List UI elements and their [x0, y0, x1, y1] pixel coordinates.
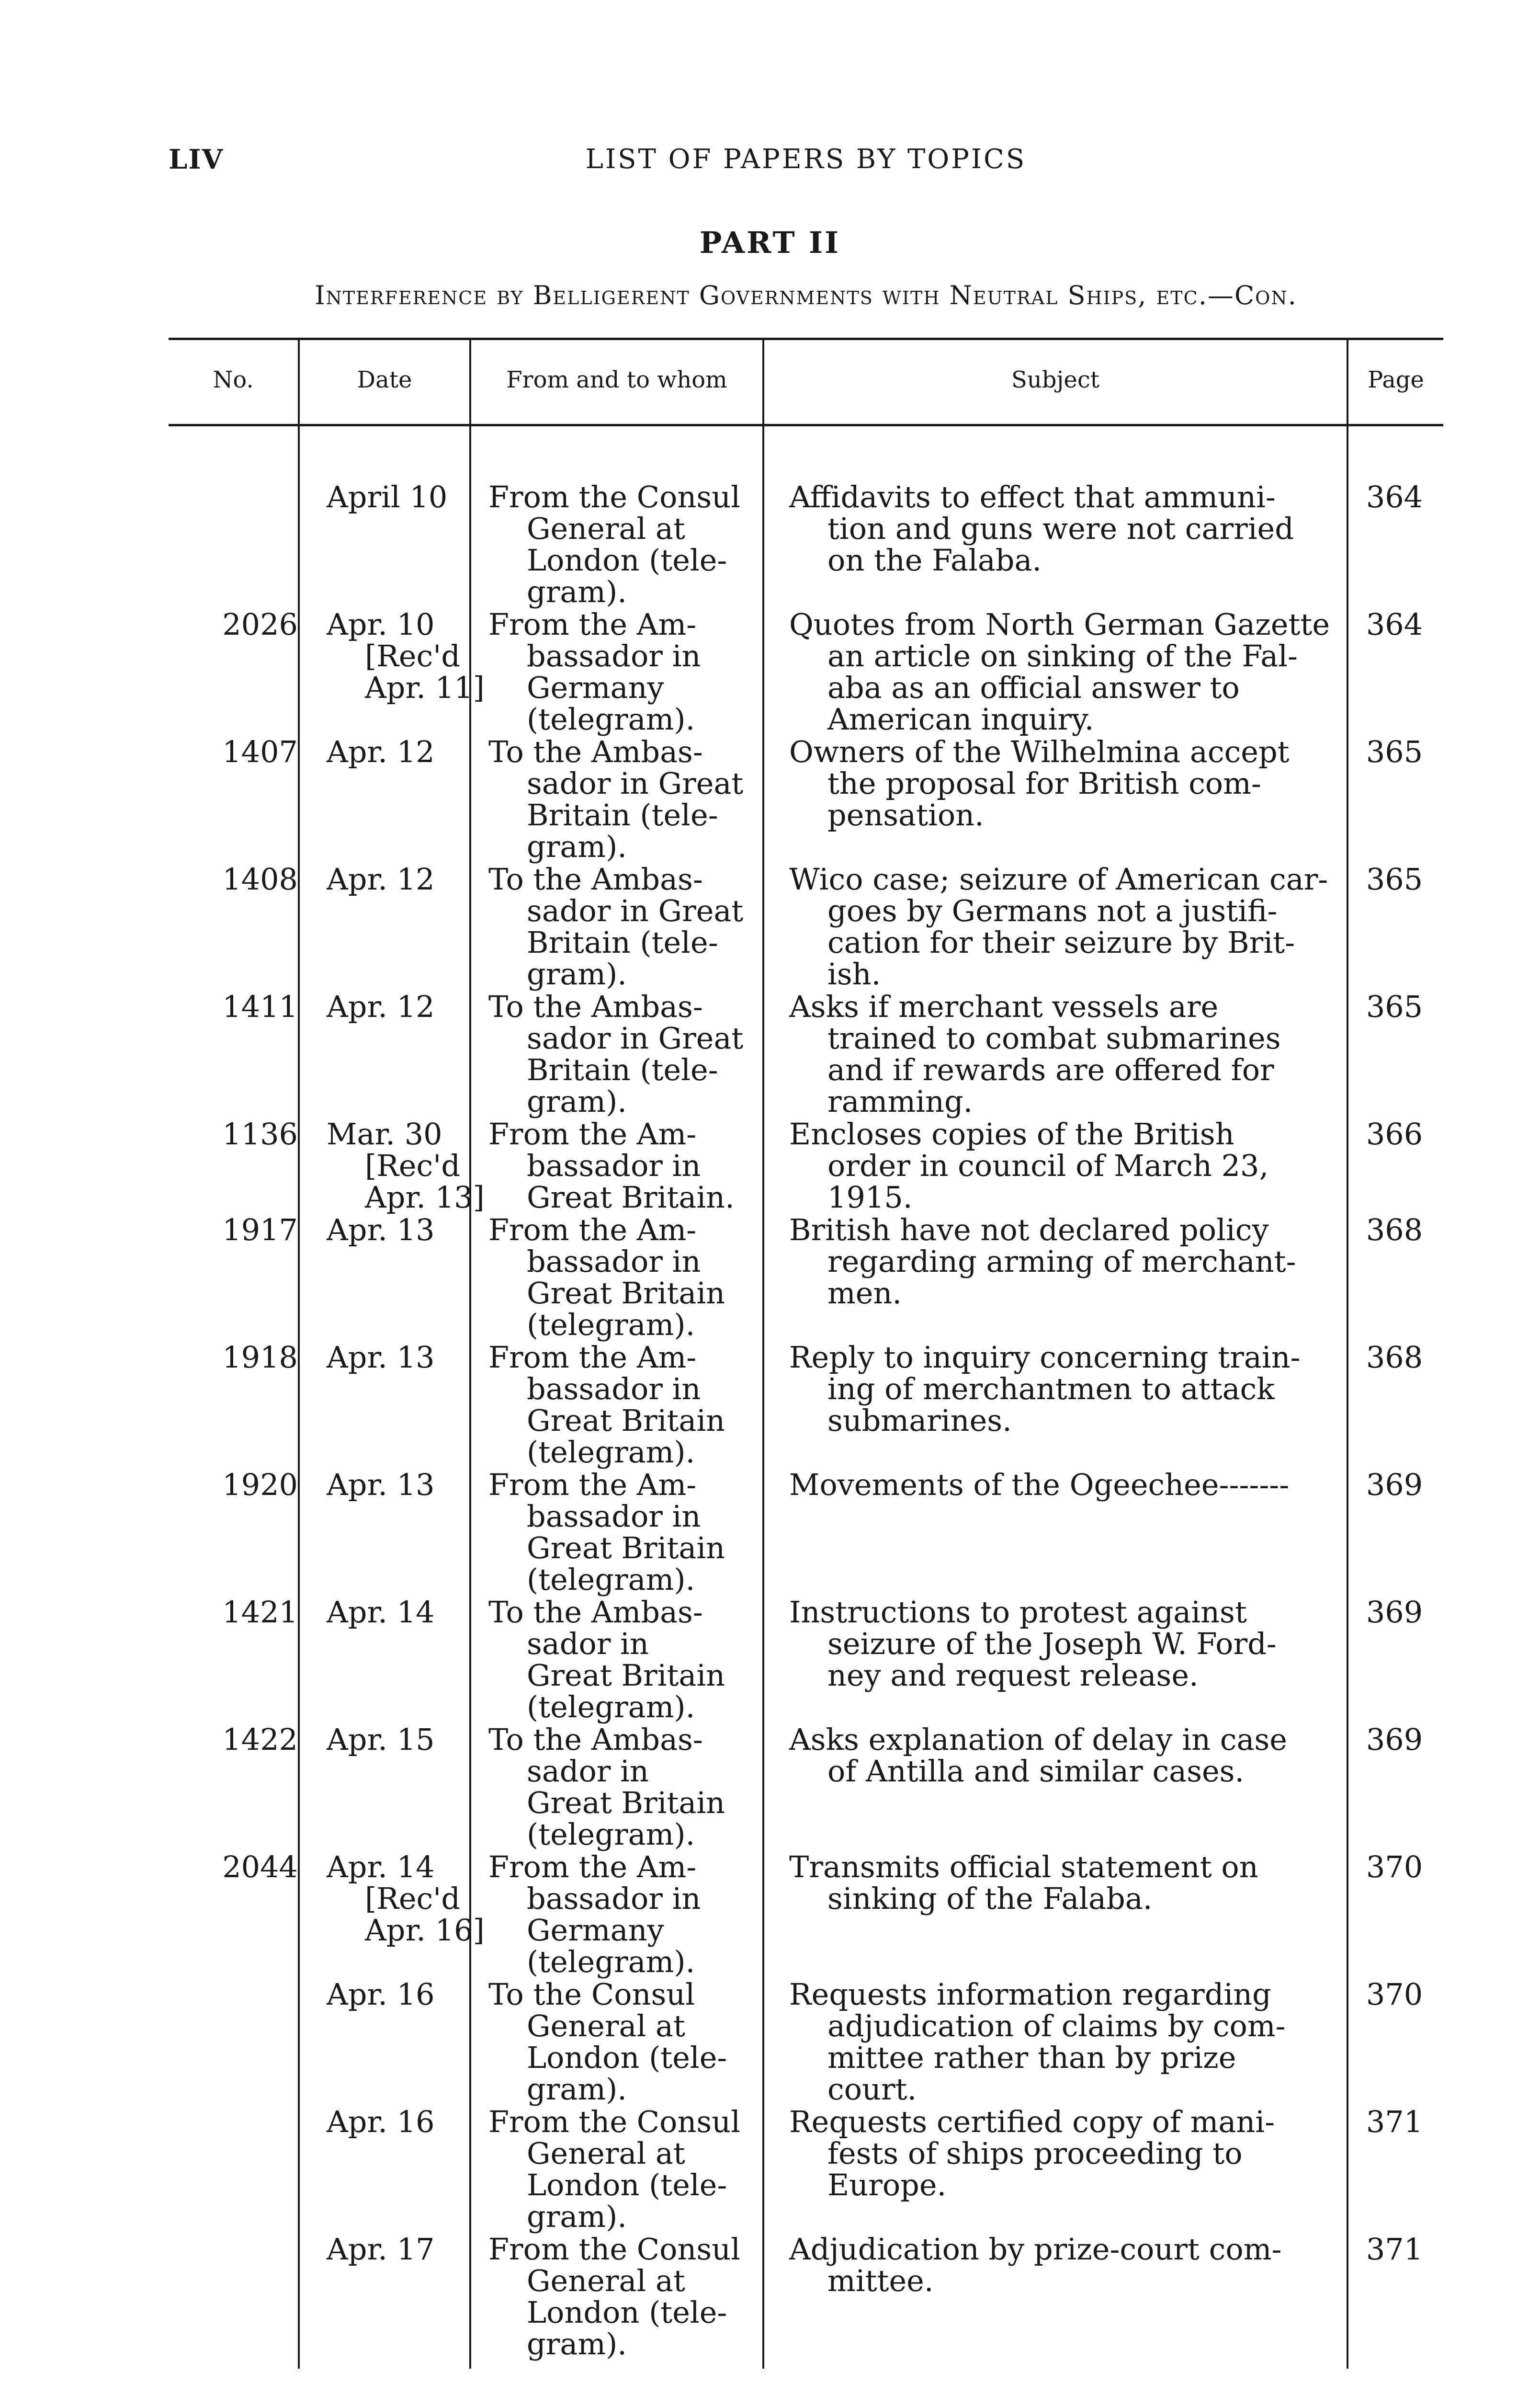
from-to-whom-line: (telegram). — [527, 1689, 695, 1724]
paper-number: 1422 — [222, 1722, 298, 1757]
date-line: Apr. 13 — [327, 1340, 435, 1375]
subject-line: and if rewards are offered for — [827, 1052, 1274, 1087]
from-to-whom-line: (telegram). — [527, 1307, 695, 1342]
subject-line: Owners of the Wilhelmina accept — [789, 734, 1290, 769]
date-line: Apr. 11] — [365, 670, 485, 705]
date-line: Apr. 13 — [327, 1212, 435, 1247]
from-to-whom-line: Germany — [527, 670, 664, 705]
table-header-rule — [169, 424, 1443, 426]
from-to-whom-line: London (tele- — [527, 2295, 727, 2330]
date-line: [Rec'd — [365, 1881, 461, 1916]
part-title: PART II — [699, 225, 841, 260]
from-to-whom-line: From the Am- — [488, 1340, 697, 1375]
from-to-whom-line: gram). — [527, 2072, 627, 2107]
subject-line: order in council of March 23, — [827, 1148, 1269, 1183]
from-to-whom-line: Great Britain — [527, 1403, 725, 1438]
page-ref: 364 — [1366, 479, 1423, 514]
date-line: [Rec'd — [365, 1148, 461, 1183]
page-ref: 368 — [1366, 1340, 1423, 1375]
subject-line: ing of merchantmen to attack — [827, 1371, 1275, 1406]
subject-line: submarines. — [827, 1403, 1012, 1438]
paper-number: 1917 — [222, 1212, 298, 1247]
from-to-whom-line: gram). — [527, 829, 627, 864]
from-to-whom-line: gram). — [527, 574, 627, 609]
subject-line: trained to combat submarines — [827, 1021, 1281, 1056]
from-to-whom-line: Great Britain — [527, 1785, 725, 1820]
date-line: Apr. 15 — [327, 1722, 435, 1757]
subject-line: Wico case; seizure of American car- — [789, 862, 1328, 897]
date-line: Apr. 13] — [365, 1180, 485, 1215]
from-to-whom-line: From the Am- — [488, 1117, 697, 1152]
subject-line: court. — [827, 2072, 917, 2107]
subject-line: regarding arming of merchant- — [827, 1244, 1296, 1279]
from-to-whom-line: London (tele- — [527, 2040, 727, 2075]
from-to-whom-line: (telegram). — [527, 702, 695, 737]
page-header — [169, 144, 1443, 182]
paper-number: 2026 — [222, 607, 298, 642]
page-ref: 365 — [1366, 862, 1423, 897]
from-to-whom-line: gram). — [527, 2327, 627, 2361]
section-title: Interference by Belligerent Governments with Neutral Ships, etc.—Con. — [315, 280, 1297, 310]
from-to-whom-line: London (tele- — [527, 2167, 727, 2202]
subject-line: Instructions to protest against — [789, 1595, 1247, 1630]
subject-line: Affidavits to effect that ammuni- — [789, 479, 1276, 514]
from-to-whom-line: bassador in — [527, 1148, 701, 1183]
subject-line: British have not declared policy — [789, 1212, 1269, 1247]
from-to-whom-line: (telegram). — [527, 1435, 695, 1470]
from-to-whom-line: To the Ambas- — [488, 1595, 703, 1630]
column-divider — [298, 338, 300, 2369]
subject-line: Movements of the Ogeechee------- — [789, 1467, 1290, 1502]
date-line: Apr. 14 — [327, 1595, 435, 1630]
date-line: Mar. 30 — [327, 1117, 442, 1152]
header-page: Page — [1368, 366, 1424, 393]
paper-number: 1408 — [222, 862, 298, 897]
date-line: April 10 — [327, 479, 448, 514]
subject-line: seizure of the Joseph W. Ford- — [827, 1626, 1277, 1661]
from-to-whom-line: sador in Great — [527, 766, 744, 801]
from-to-whom-line: Great Britain — [527, 1658, 725, 1693]
subject-line: sinking of the Falaba. — [827, 1881, 1153, 1916]
subject-line: an article on sinking of the Fal- — [827, 639, 1298, 673]
from-to-whom-line: bassador in — [527, 1499, 701, 1534]
page-ref: 364 — [1366, 607, 1423, 642]
from-to-whom-line: (telegram). — [527, 1562, 695, 1597]
date-line: Apr. 16 — [327, 2104, 435, 2139]
from-to-whom-line: sador in — [527, 1626, 649, 1661]
from-to-whom-line: To the Consul — [488, 1977, 695, 2012]
from-to-whom-line: From the Am- — [488, 1212, 697, 1247]
page-number-roman: LIV — [169, 144, 224, 175]
from-to-whom-line: gram). — [527, 957, 627, 992]
from-to-whom-line: To the Ambas- — [488, 734, 703, 769]
paper-number: 1421 — [222, 1595, 298, 1630]
from-to-whom-line: Great Britain — [527, 1530, 725, 1565]
from-to-whom-line: General at — [527, 2263, 685, 2298]
from-to-whom-line: bassador in — [527, 1881, 701, 1916]
header-from: From and to whom — [506, 366, 727, 393]
subject-line: ish. — [827, 957, 881, 992]
from-to-whom-line: (telegram). — [527, 1817, 695, 1852]
running-title: LIST OF PAPERS BY TOPICS — [585, 144, 1027, 175]
from-to-whom-line: London (tele- — [527, 543, 727, 578]
page-ref: 369 — [1366, 1467, 1423, 1502]
from-to-whom-line: bassador in — [527, 639, 701, 673]
from-to-whom-line: Germany — [527, 1913, 664, 1948]
subject-line: cation for their seizure by Brit- — [827, 925, 1295, 960]
subject-line: 1915. — [827, 1180, 913, 1215]
subject-line: Requests information regarding — [789, 1977, 1271, 2012]
from-to-whom-line: From the Consul — [488, 2232, 741, 2267]
date-line: Apr. 17 — [327, 2232, 435, 2267]
paper-number: 1411 — [222, 989, 298, 1024]
subject-line: adjudication of claims by com- — [827, 2008, 1286, 2043]
from-to-whom-line: To the Ambas- — [488, 989, 703, 1024]
from-to-whom-line: General at — [527, 511, 685, 546]
from-to-whom-line: From the Am- — [488, 1467, 697, 1502]
subject-line: of Antilla and similar cases. — [827, 1754, 1245, 1789]
from-to-whom-line: bassador in — [527, 1244, 701, 1279]
subject-line: goes by Germans not a justifi- — [827, 893, 1278, 928]
paper-number: 2044 — [222, 1849, 298, 1884]
from-to-whom-line: (telegram). — [527, 1944, 695, 1979]
from-to-whom-line: General at — [527, 2008, 685, 2043]
subject-line: Requests certified copy of mani- — [789, 2104, 1275, 2139]
subject-line: fests of ships proceeding to — [827, 2136, 1243, 2171]
subject-line: Europe. — [827, 2167, 947, 2202]
date-line: [Rec'd — [365, 639, 461, 673]
page-ref: 370 — [1366, 1977, 1423, 2012]
subject-line: Asks if merchant vessels are — [789, 989, 1219, 1024]
date-line: Apr. 16] — [365, 1913, 485, 1948]
page-ref: 371 — [1366, 2232, 1423, 2267]
date-line: Apr. 12 — [327, 734, 435, 769]
date-line: Apr. 12 — [327, 989, 435, 1024]
paper-number: 1407 — [222, 734, 298, 769]
page-ref: 365 — [1366, 989, 1423, 1024]
table-top-rule — [169, 338, 1443, 340]
page-ref: 365 — [1366, 734, 1423, 769]
subject-line: Transmits official statement on — [789, 1849, 1258, 1884]
from-to-whom-line: From the Consul — [488, 2104, 741, 2139]
page-ref: 369 — [1366, 1595, 1423, 1630]
from-to-whom-line: To the Ambas- — [488, 862, 703, 897]
page-ref: 371 — [1366, 2104, 1423, 2139]
from-to-whom-line: sador in Great — [527, 893, 744, 928]
subject-line: aba as an official answer to — [827, 670, 1240, 705]
page-ref: 366 — [1366, 1117, 1423, 1152]
from-to-whom-line: Britain (tele- — [527, 798, 718, 833]
from-to-whom-line: gram). — [527, 2199, 627, 2234]
from-to-whom-line: From the Am- — [488, 1849, 697, 1884]
from-to-whom-line: Britain (tele- — [527, 1052, 718, 1087]
from-to-whom-line: gram). — [527, 1084, 627, 1119]
subject-line: tion and guns were not carried — [827, 511, 1294, 546]
subject-line: the proposal for British com- — [827, 766, 1261, 801]
date-line: Apr. 14 — [327, 1849, 435, 1884]
date-line: Apr. 10 — [327, 607, 435, 642]
subject-line: pensation. — [827, 798, 984, 833]
papers-table — [169, 338, 1443, 2364]
subject-line: Reply to inquiry concerning train- — [789, 1340, 1301, 1375]
subject-line: on the Falaba. — [827, 543, 1042, 578]
date-line: Apr. 12 — [327, 862, 435, 897]
from-to-whom-line: Britain (tele- — [527, 925, 718, 960]
from-to-whom-line: bassador in — [527, 1371, 701, 1406]
header-date: Date — [357, 366, 412, 393]
subject-line: American inquiry. — [827, 702, 1094, 737]
date-line: Apr. 16 — [327, 1977, 435, 2012]
subject-line: ramming. — [827, 1084, 973, 1119]
date-line: Apr. 13 — [327, 1467, 435, 1502]
from-to-whom-line: Great Britain. — [527, 1180, 735, 1215]
subject-line: Quotes from North German Gazette — [789, 607, 1330, 642]
paper-number: 1918 — [222, 1340, 298, 1375]
subject-line: mittee rather than by prize — [827, 2040, 1236, 2075]
subject-line: mittee. — [827, 2263, 934, 2298]
from-to-whom-line: From the Am- — [488, 607, 697, 642]
subject-line: Asks explanation of delay in case — [789, 1722, 1287, 1757]
subject-line: Adjudication by prize-court com- — [789, 2232, 1282, 2267]
from-to-whom-line: Great Britain — [527, 1276, 725, 1311]
page-ref: 368 — [1366, 1212, 1423, 1247]
paper-number: 1920 — [222, 1467, 298, 1502]
subject-line: Encloses copies of the British — [789, 1117, 1234, 1152]
paper-number: 1136 — [222, 1117, 298, 1152]
from-to-whom-line: General at — [527, 2136, 685, 2171]
page-ref: 369 — [1366, 1722, 1423, 1757]
header-no: No. — [213, 366, 254, 393]
from-to-whom-line: sador in — [527, 1754, 649, 1789]
page-ref: 370 — [1366, 1849, 1423, 1884]
header-subject: Subject — [1011, 366, 1099, 393]
from-to-whom-line: sador in Great — [527, 1021, 744, 1056]
from-to-whom-line: From the Consul — [488, 479, 741, 514]
subject-line: ney and request release. — [827, 1658, 1199, 1693]
from-to-whom-line: To the Ambas- — [488, 1722, 703, 1757]
subject-line: men. — [827, 1276, 902, 1311]
